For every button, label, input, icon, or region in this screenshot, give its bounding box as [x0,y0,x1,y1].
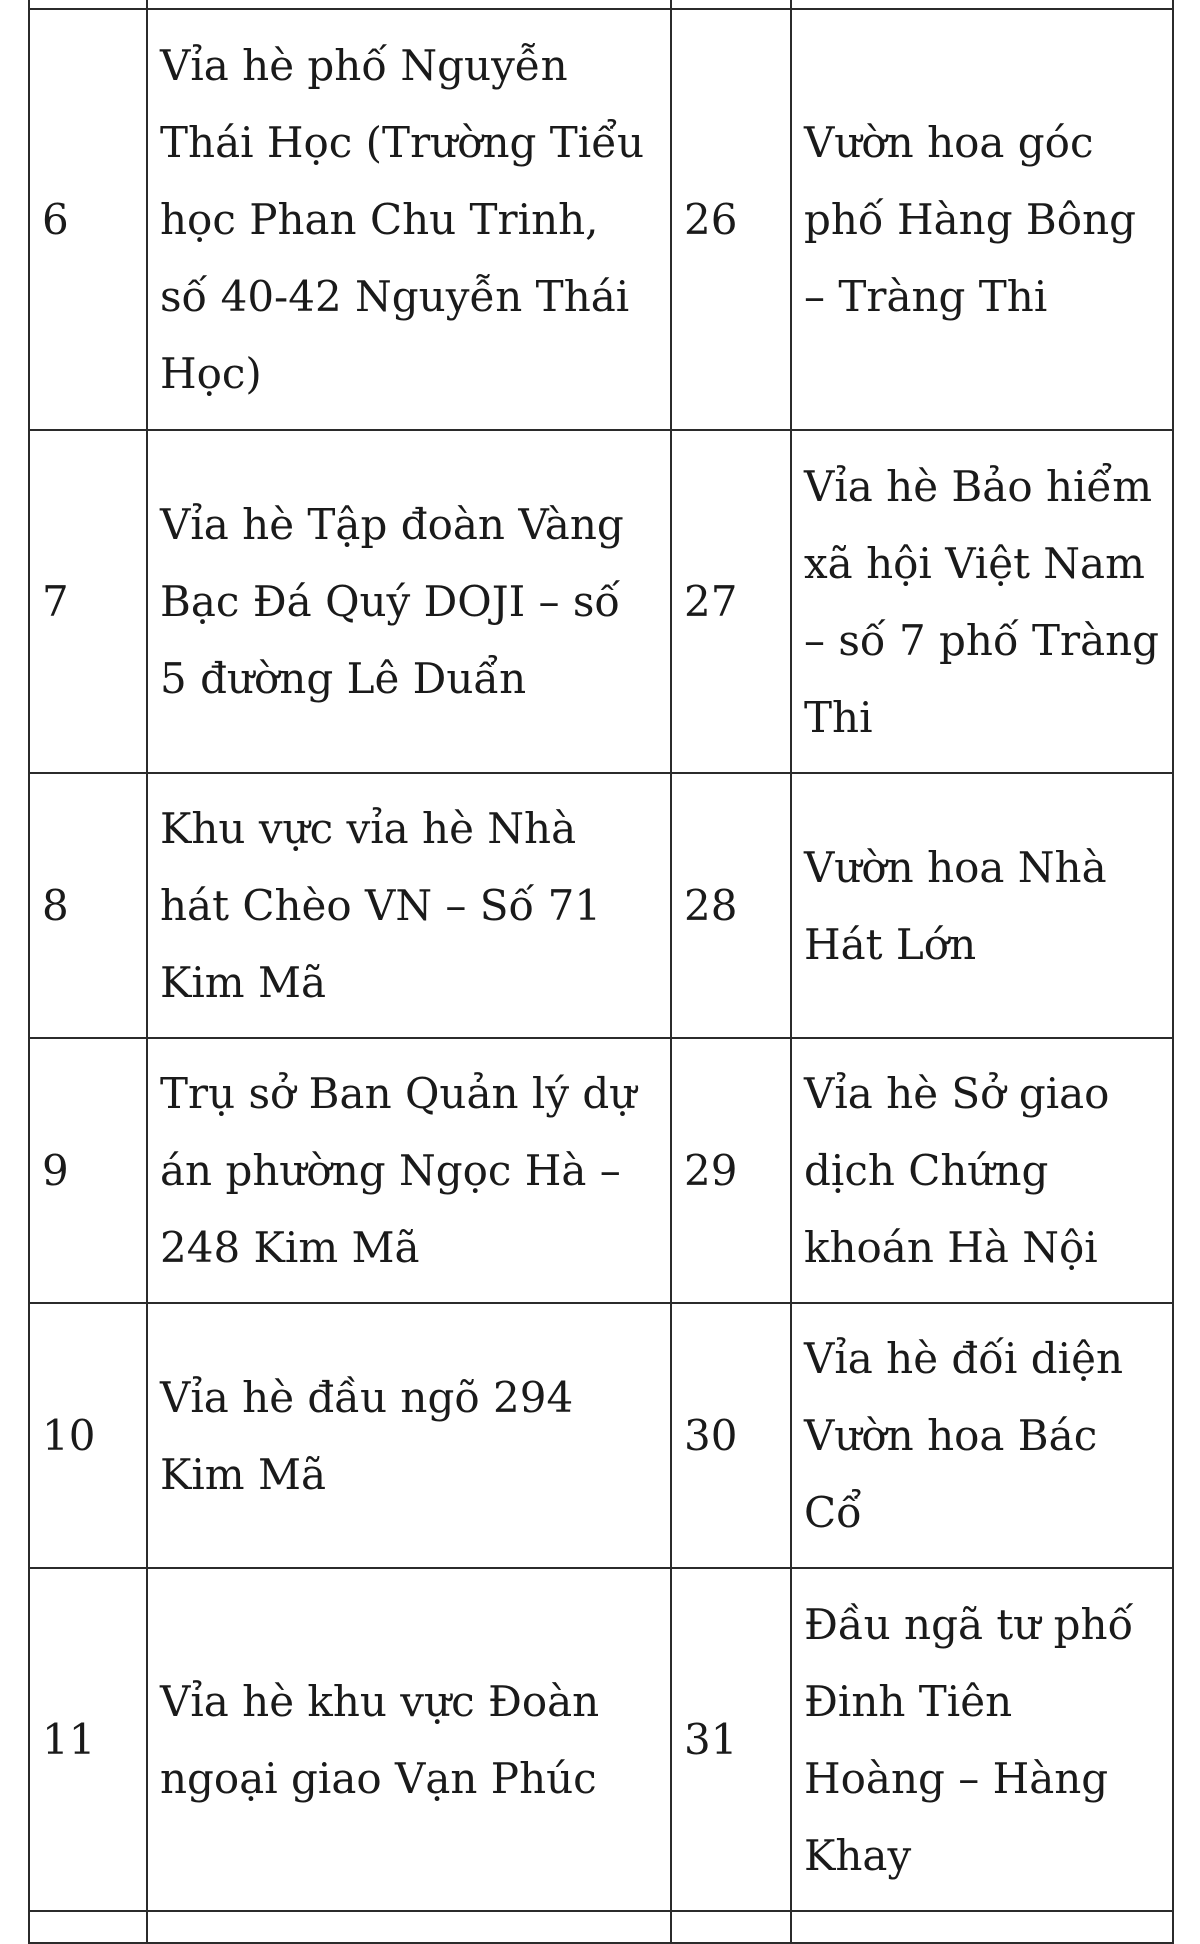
location-right: Đầu ngã tư phố Đinh Tiên Hoàng – Hàng Khay [791,1568,1173,1911]
location-right: Vỉa hè đối diện Vườn hoa Bác Cổ [791,1303,1173,1568]
row-number-left: 10 [29,1303,147,1568]
location-table-container [28,0,1172,1944]
table-row [29,1568,1173,1911]
location-left: Vỉa hè đầu ngõ 294 Kim Mã [147,1303,671,1568]
row-number-left: 11 [29,1568,147,1911]
location-right: Vỉa hè Sở giao dịch Chứng khoán Hà Nội [791,1038,1173,1303]
location-right: Vỉa hè Bảo hiểm xã hội Việt Nam – số 7 phố Tràng Thi [791,430,1173,773]
row-number-left: 7 [29,430,147,773]
location-left: Vỉa hè phố Nguyễn Thái Học (Trường Tiểu học Phan Chu Trinh, số 40-42 Nguyễn Thái Học) [147,9,671,430]
table-cell-empty [671,0,791,9]
table-cell-empty [791,1911,1173,1943]
location-left: Vỉa hè Tập đoàn Vàng Bạc Đá Quý DOJI – số 5 đường Lê Duẩn [147,430,671,773]
table-row [29,773,1173,1038]
table-cell-empty [29,0,147,9]
table-row [29,430,1173,773]
row-number-right: 28 [671,773,791,1038]
table-cell-empty [671,1911,791,1943]
table-row [29,1038,1173,1303]
table-row [29,1303,1173,1568]
row-number-right: 29 [671,1038,791,1303]
row-number-right: 26 [671,9,791,430]
location-table [28,0,1174,1944]
row-number-right: 30 [671,1303,791,1568]
table-cell-empty [147,0,671,9]
table-cell-empty [147,1911,671,1943]
location-left: Trụ sở Ban Quản lý dự án phường Ngọc Hà – 248 Kim Mã [147,1038,671,1303]
location-left: Khu vực vỉa hè Nhà hát Chèo VN – Số 71 Kim Mã [147,773,671,1038]
location-right: Vườn hoa Nhà Hát Lớn [791,773,1173,1038]
row-number-left: 6 [29,9,147,430]
row-number-right: 27 [671,430,791,773]
row-number-left: 8 [29,773,147,1038]
location-left: Vỉa hè khu vực Đoàn ngoại giao Vạn Phúc [147,1568,671,1911]
table-row [29,9,1173,430]
table-row-partial-bottom [29,1911,1173,1943]
table-cell-empty [791,0,1173,9]
row-number-right: 31 [671,1568,791,1911]
table-cell-empty [29,1911,147,1943]
table-row-partial-top [29,0,1173,9]
location-right: Vườn hoa góc phố Hàng Bông – Tràng Thi [791,9,1173,430]
row-number-left: 9 [29,1038,147,1303]
